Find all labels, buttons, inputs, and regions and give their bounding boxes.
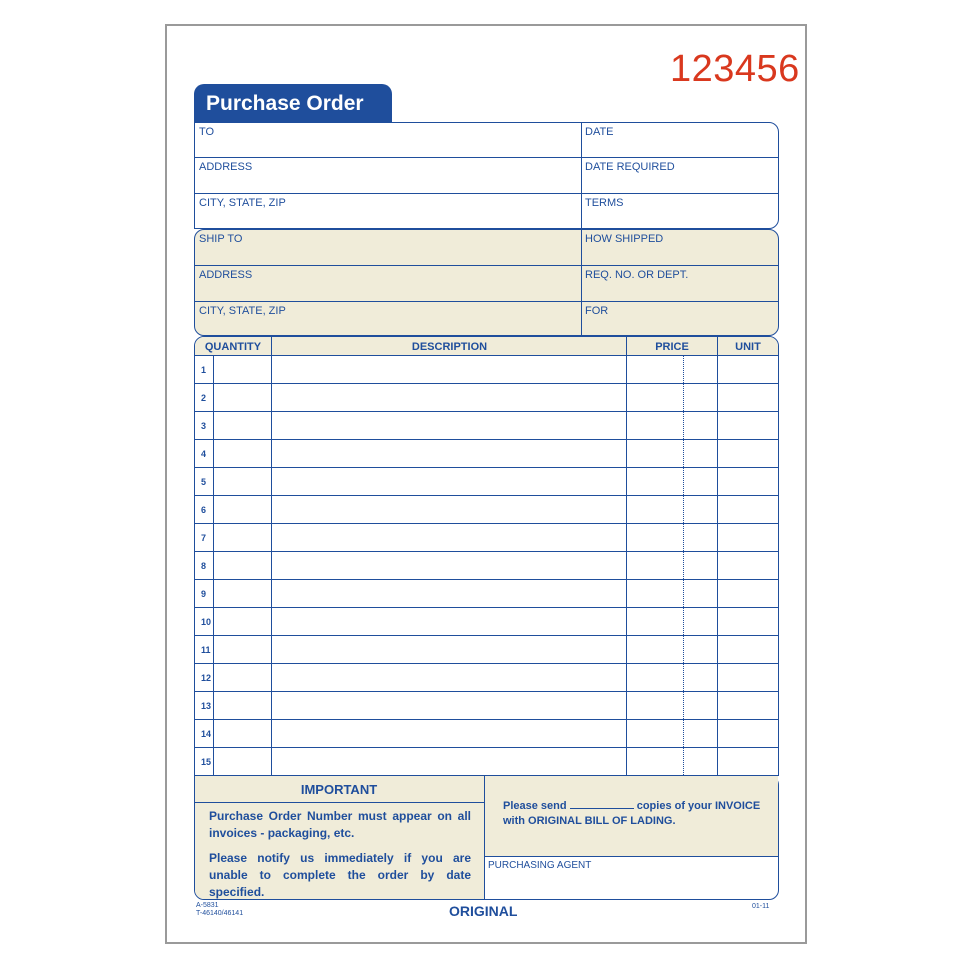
copies-count-field[interactable] — [570, 799, 634, 809]
copies-text: copies of your INVOICE — [636, 800, 761, 812]
divider — [271, 337, 272, 775]
row-number: 5 — [201, 477, 207, 487]
important-note-2: Please notify us immediately if you are unable to complete the order by date specified. — [209, 851, 471, 899]
description-column-header: DESCRIPTION — [411, 341, 488, 353]
row-number: 15 — [201, 757, 212, 767]
send-text: Please send — [503, 800, 567, 812]
row-number: 12 — [201, 673, 212, 683]
divider — [717, 337, 718, 775]
row-number: 4 — [201, 449, 207, 459]
for-field-label[interactable]: FOR — [585, 305, 609, 317]
table-row[interactable] — [195, 579, 778, 580]
table-row[interactable] — [195, 495, 778, 496]
table-row[interactable] — [195, 719, 778, 720]
table-row[interactable] — [195, 551, 778, 552]
ship-to-field-label[interactable]: SHIP TO — [199, 233, 243, 245]
row-number: 11 — [201, 645, 211, 655]
city-state-zip-field-label[interactable]: CITY, STATE, ZIP — [199, 197, 286, 209]
table-row[interactable] — [195, 607, 778, 608]
row-number: 7 — [201, 533, 207, 543]
price-column-header: PRICE — [655, 341, 689, 353]
table-row[interactable] — [195, 523, 778, 524]
how-shipped-field-label[interactable]: HOW SHIPPED — [585, 233, 664, 245]
row-number: 8 — [201, 561, 207, 571]
important-heading: IMPORTANT — [300, 782, 378, 797]
divider — [484, 775, 485, 900]
row-number: 10 — [201, 617, 212, 627]
bill-of-lading-text: with ORIGINAL BILL OF LADING. — [503, 815, 676, 827]
price-cents-divider — [683, 355, 684, 775]
address-field-label[interactable]: ADDRESS — [199, 161, 253, 173]
table-row[interactable] — [195, 411, 778, 412]
divider — [581, 122, 582, 229]
form-title: Purchase Order — [194, 84, 392, 122]
divider — [195, 355, 778, 356]
form-code: A-5831 — [196, 902, 219, 909]
unit-column-header: UNIT — [735, 341, 761, 353]
row-number: 3 — [201, 421, 207, 431]
divider — [213, 355, 214, 775]
to-field-label[interactable]: TO — [199, 126, 215, 138]
row-number: 2 — [201, 393, 207, 403]
revision-code: 01-11 — [752, 903, 770, 910]
divider — [195, 157, 778, 158]
divider — [195, 301, 778, 302]
shipping-section — [194, 229, 779, 336]
table-row[interactable] — [195, 383, 778, 384]
vendor-section — [194, 122, 779, 229]
divider — [581, 229, 582, 336]
terms-field-label[interactable]: TERMS — [585, 197, 624, 209]
table-row[interactable] — [195, 635, 778, 636]
table-row[interactable] — [195, 691, 778, 692]
table-row[interactable] — [195, 467, 778, 468]
row-number: 13 — [201, 701, 212, 711]
ship-address-field-label[interactable]: ADDRESS — [199, 269, 253, 281]
divider — [485, 856, 778, 857]
row-number: 9 — [201, 589, 207, 599]
quantity-column-header: QUANTITY — [204, 341, 262, 353]
items-table — [194, 336, 779, 776]
divider — [626, 337, 627, 775]
req-no-field-label[interactable]: REQ. NO. OR DEPT. — [585, 269, 689, 281]
table-row[interactable] — [195, 439, 778, 440]
divider — [195, 193, 778, 194]
row-number: 14 — [201, 729, 212, 739]
table-row[interactable] — [195, 747, 778, 748]
ship-city-state-zip-field-label[interactable]: CITY, STATE, ZIP — [199, 305, 286, 317]
purchasing-agent-field-label[interactable]: PURCHASING AGENT — [488, 860, 592, 871]
invoice-instruction — [503, 799, 760, 829]
table-row[interactable] — [195, 663, 778, 664]
date-required-field-label[interactable]: DATE REQUIRED — [585, 161, 675, 173]
copy-label: ORIGINAL — [449, 903, 518, 919]
important-note-1: Purchase Order Number must appear on all invoices - packaging, etc. — [209, 809, 471, 840]
row-number: 1 — [201, 365, 207, 375]
form-serial-number: 123456 — [670, 48, 800, 90]
row-number: 6 — [201, 505, 207, 515]
divider — [195, 802, 484, 803]
date-field-label[interactable]: DATE — [585, 126, 614, 138]
divider — [195, 265, 778, 266]
product-code: T-46140/46141 — [196, 910, 244, 917]
